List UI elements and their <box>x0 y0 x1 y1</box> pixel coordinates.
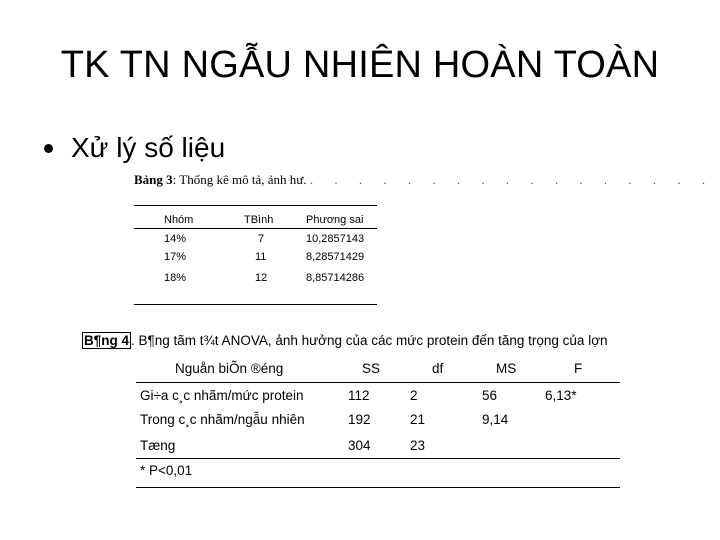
table4-cell: 6,13* <box>545 388 577 403</box>
table4-header-rule <box>136 382 620 383</box>
table4-header-df: df <box>432 361 444 376</box>
table4-header-ss: SS <box>362 361 381 376</box>
table4-footnote: * P<0,01 <box>140 463 193 478</box>
table4-caption-label: B¶ng 4 <box>84 333 130 348</box>
table4-cell: Gi÷a c¸c nhãm/mức protein <box>140 388 304 403</box>
table3-cell: 10,2857143 <box>306 233 365 245</box>
table3-cell: 11 <box>255 251 267 263</box>
bullet-dot-icon <box>44 144 53 153</box>
table3-cell: 18% <box>164 272 187 284</box>
table4-cell: 2 <box>410 388 418 403</box>
table3-caption-text: : Thống kê mô tả, ảnh hư. <box>172 172 307 187</box>
table4-cell: 112 <box>348 388 370 403</box>
table4-header-source: Nguån biÕn ®éng <box>175 361 284 376</box>
table3-bottom-rule <box>134 304 377 305</box>
table3-header-variance: Phương sai <box>306 214 364 226</box>
slide-title: TK TN NGẪU NHIÊN HOÀN TOÀN <box>60 44 660 86</box>
table3-cell: 12 <box>255 272 268 284</box>
bullet-item <box>44 132 225 164</box>
table4-cell: 9,14 <box>482 412 509 427</box>
table3-caption-label: Bảng 3 <box>134 172 173 187</box>
table3-cell: 7 <box>258 233 265 245</box>
table4-caption <box>82 333 608 348</box>
table3-cell: 14% <box>164 233 187 245</box>
table3-caption-dots: . . . . . . . . . . . . . . . . . <box>309 172 715 187</box>
table4-cell: 56 <box>482 388 498 403</box>
table3-header-mean: TBình <box>244 214 274 226</box>
table3-top-rule <box>134 205 377 206</box>
table4-header-ms: MS <box>496 361 517 376</box>
table4-cell: 304 <box>348 438 371 453</box>
table4-cell: Tæng <box>140 438 176 453</box>
table3-cell: 8,85714286 <box>306 272 365 284</box>
table4-cell: 21 <box>410 412 426 427</box>
table4-cell: Trong c¸c nhãm/ngẫu nhiên <box>140 412 305 427</box>
table3-cell: 8,28571429 <box>306 251 365 263</box>
table3-header-rule <box>134 228 377 229</box>
table4-cell: 23 <box>410 438 426 453</box>
table4-bottom-rule <box>136 487 620 488</box>
table3-cell: 17% <box>164 251 187 263</box>
table4-caption-text: . B¶ng tãm t¾t ANOVA, ảnh hưởng của các mức protein đến tăng trọng của lợn <box>131 333 608 348</box>
table4-header-f: F <box>574 361 583 376</box>
table4-total-rule <box>136 458 620 459</box>
bullet-text: Xử lý số liệu <box>71 132 226 163</box>
table4-cell: 192 <box>348 412 371 427</box>
table3-caption <box>134 172 714 188</box>
table3-header-group: Nhóm <box>164 214 194 226</box>
